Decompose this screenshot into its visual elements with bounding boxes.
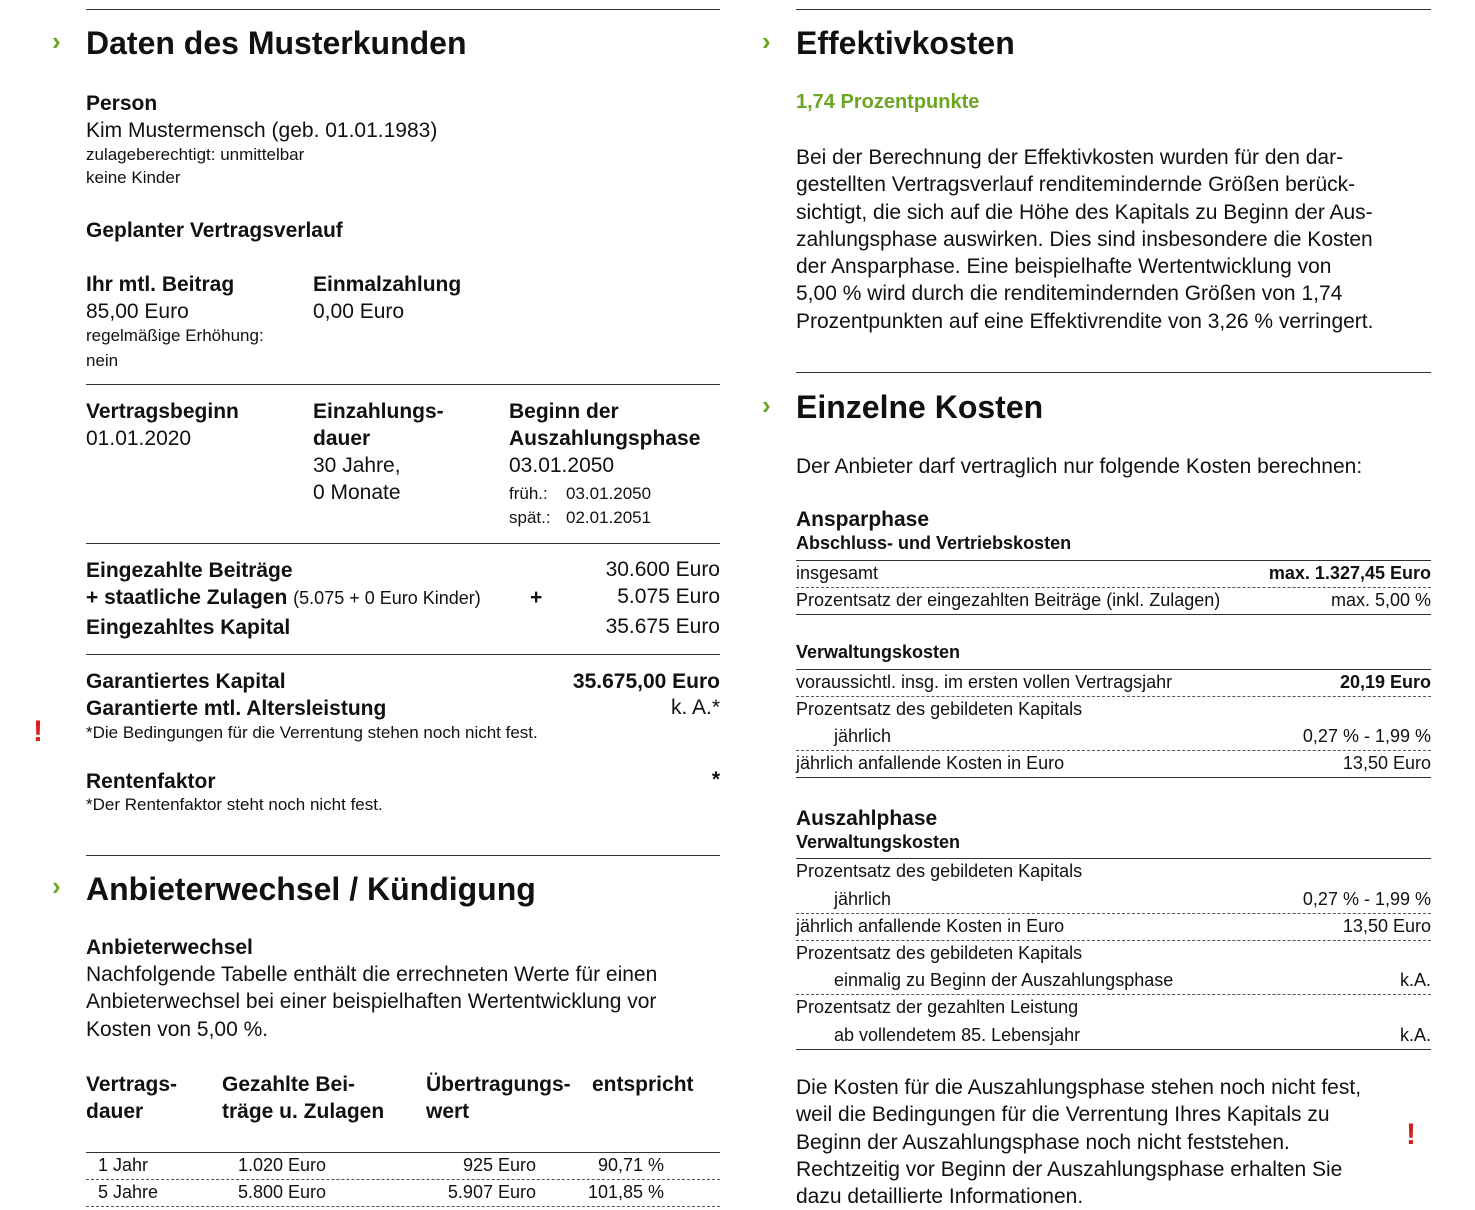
cell-beitraege: 5.800 Euro [238, 1182, 327, 1202]
vor-value: 20,19 Euro [1339, 672, 1431, 692]
para-line: 5,00 % wird durch die renditemindernden Größen von 1,74 [796, 282, 1343, 306]
para-line: Rechtzeitig vor Beginn der Auszahlungsphase erhalten Sie [796, 1157, 1343, 1181]
alters-label: Garantierte mtl. Altersleistung [86, 697, 387, 720]
para-line: dazu detaillierte Informationen. [796, 1185, 1084, 1209]
ansparphase-label: Ansparphase [796, 508, 930, 531]
header-line: Gezahlte Bei- [222, 1073, 356, 1096]
einmalig-label: einmalig zu Beginn der Auszahlungsphase [834, 970, 1174, 990]
cost-row [796, 967, 1431, 995]
auszahl-verwaltung-label: Verwaltungskosten [796, 832, 961, 852]
para-line: der Ansparphase. Eine beispielhafte Wertentwicklung von [796, 255, 1332, 279]
kapital-label: Eingezahltes Kapital [86, 616, 291, 639]
insgesamt-label: insgesamt [796, 563, 879, 583]
cost-row [796, 587, 1431, 615]
einmal-value: 0,00 Euro [313, 300, 405, 323]
cost-row [796, 696, 1431, 723]
abeginn-value: 03.01.2050 [509, 454, 615, 477]
para-line: Kosten von 5,00 %. [86, 1017, 269, 1041]
eingezahlt-value: 30.600 Euro [605, 558, 720, 581]
divider [796, 9, 1431, 10]
zulagen-detail: (5.075 + 0 Euro Kinder) [293, 588, 481, 608]
edauer-value-2: 0 Monate [313, 481, 401, 504]
para-line: gestellten Vertragsverlauf renditemindernde Größen berück- [796, 173, 1356, 197]
rente-note: *Der Rentenfaktor steht noch nicht fest. [86, 795, 383, 814]
section-title-effektivkosten: Effektivkosten [796, 25, 1015, 61]
prozent-label: Prozentsatz der eingezahlten Beiträge (inkl. Zulagen) [796, 590, 1221, 610]
vbeginn-label: Vertragsbeginn [86, 400, 239, 423]
einmal-label: Einmalzahlung [313, 273, 462, 296]
para-line: Bei der Berechnung der Effektivkosten wurden für den dar- [796, 146, 1344, 169]
zulagen-line [86, 584, 481, 612]
edauer-label-2: dauer [313, 427, 371, 450]
a-gebildet-label: Prozentsatz des gebildeten Kapitals [796, 861, 1083, 881]
einmalig-value: k.A. [1399, 970, 1431, 990]
chevron-right-icon: › [52, 26, 61, 56]
header-line: Vertrags- [86, 1073, 178, 1096]
rente-label: Rentenfaktor [86, 770, 216, 793]
vor-label: voraussichtl. insg. im ersten vollen Vertragsjahr [796, 672, 1173, 692]
table-row [86, 1179, 720, 1207]
vbeginn-value: 01.01.2020 [86, 427, 192, 450]
header-line: dauer [86, 1100, 144, 1123]
divider [86, 855, 720, 856]
a-jaehrlich-label: jährlich [834, 889, 892, 909]
kinder-status: keine Kinder [86, 168, 181, 187]
kosten-intro: Der Anbieter darf vertraglich nur folgende Kosten berechnen: [796, 455, 1363, 478]
cost-row [796, 940, 1431, 967]
divider [796, 372, 1431, 373]
divider [86, 654, 720, 655]
header-line: entspricht [592, 1073, 694, 1096]
header-line: träge u. Zulagen [222, 1100, 385, 1123]
section-title-musterkunde: Daten des Musterkunden [86, 25, 467, 61]
cell-entspricht: 90,71 % [597, 1155, 664, 1175]
chevron-right-icon: › [762, 390, 771, 420]
para-line: weil die Bedingungen für die Verrentung Ihres Kapitals zu [796, 1103, 1330, 1127]
cell-wert: 5.907 Euro [447, 1182, 536, 1202]
cost-row [796, 1022, 1431, 1050]
para-line: Anbieterwechsel bei einer beispielhaften Wertentwicklung vor [86, 990, 657, 1014]
edauer-value-1: 30 Jahre, [313, 454, 401, 477]
edauer-label-1: Einzahlungs- [313, 400, 444, 423]
spaet-value: 02.01.2051 [566, 508, 652, 527]
kapital-value: 35.675 Euro [605, 615, 720, 638]
beitrag-value: 85,00 Euro [86, 300, 189, 323]
spaet-label: spät.: [509, 508, 551, 527]
para-line: Beginn der Auszahlungsphase noch nicht feststehen. [796, 1130, 1290, 1154]
cost-row [796, 723, 1431, 751]
alters-value: k. A.* [670, 696, 720, 719]
auszahlphase-label: Auszahlphase [796, 807, 938, 830]
a-anfallend-value: 13,50 Euro [1342, 916, 1431, 936]
divider [86, 9, 720, 10]
a-jaehrlich-value: 0,27 % - 1,99 % [1302, 889, 1431, 909]
section-title-einzelne-kosten: Einzelne Kosten [796, 389, 1044, 425]
abeginn-label-1: Beginn der [509, 400, 619, 423]
cost-row [796, 994, 1431, 1021]
cost-row [796, 913, 1431, 941]
a-gebildet2-label: Prozentsatz des gebildeten Kapitals [796, 943, 1083, 963]
cell-beitraege: 1.020 Euro [238, 1155, 327, 1175]
eingezahlt-label: Eingezahlte Beiträge [86, 559, 293, 582]
frueh-label: früh.: [509, 484, 548, 503]
section-title-anbieterwechsel: Anbieterwechsel / Kündigung [86, 871, 536, 907]
table-header-dauer [86, 1071, 177, 1125]
divider [86, 543, 720, 544]
cell-dauer: 1 Jahr [98, 1155, 149, 1175]
cost-row [796, 560, 1431, 588]
jaehrlich-value: 0,27 % - 1,99 % [1302, 726, 1431, 746]
plan-label: Geplanter Vertragsverlauf [86, 219, 343, 242]
closing-paragraph [796, 1074, 1436, 1210]
para-line: Prozentpunkten auf eine Effektivrendite von 3,26 % verringert. [796, 309, 1374, 333]
zulage-status: zulageberechtigt: unmittelbar [86, 145, 305, 164]
zulagen-label: + staatliche Zulagen [86, 586, 288, 609]
abeginn-label-2: Auszahlungsphase [509, 427, 701, 450]
anbieterwechsel-sub: Anbieterwechsel [86, 936, 253, 959]
table-header-wert [426, 1071, 571, 1125]
table-row [86, 1152, 720, 1180]
person-label: Person [86, 92, 158, 115]
cost-row [796, 886, 1431, 914]
insgesamt-value: max. 1.327,45 Euro [1268, 563, 1431, 583]
para-line: Nachfolgende Tabelle enthält die errechneten Werte für einen [86, 963, 658, 986]
alters-note: *Die Bedingungen für die Verrentung stehen noch nicht fest. [86, 723, 538, 742]
table-header-entspricht [592, 1071, 694, 1098]
chevron-right-icon: › [52, 871, 61, 901]
exclamation-icon: ! [33, 715, 43, 748]
para-line: Die Kosten für die Auszahlungsphase stehen noch nicht fest, [796, 1076, 1362, 1099]
a-anfallend-label: jährlich anfallende Kosten in Euro [796, 916, 1065, 936]
exclamation-icon: ! [1406, 1118, 1416, 1151]
prozent-value: max. 5,00 % [1330, 590, 1431, 610]
anfallend-value: 13,50 Euro [1342, 753, 1431, 773]
garantiert-value: 35.675,00 Euro [572, 670, 720, 693]
cell-wert: 925 Euro [462, 1155, 536, 1175]
gezahlt-label: Prozentsatz der gezahlten Leistung [796, 997, 1079, 1017]
anfallend-label: jährlich anfallende Kosten in Euro [796, 753, 1065, 773]
person-name: Kim Mustermensch (geb. 01.01.1983) [86, 119, 438, 142]
divider [86, 384, 720, 385]
chevron-right-icon: › [762, 26, 771, 56]
abschluss-label: Abschluss- und Vertriebskosten [796, 533, 1072, 553]
cell-entspricht: 101,85 % [587, 1182, 664, 1202]
erhoehung-label: regelmäßige Erhöhung: [86, 326, 264, 345]
cell-dauer: 5 Jahre [98, 1182, 159, 1202]
table-header-beitraege [222, 1071, 384, 1125]
effektivkosten-paragraph [796, 144, 1436, 335]
jaehrlich-label: jährlich [834, 726, 892, 746]
prozentpunkte: 1,74 Prozentpunkte [796, 91, 980, 113]
cost-row [796, 858, 1431, 885]
beitrag-label: Ihr mtl. Beitrag [86, 273, 235, 296]
plus-sign: + [530, 586, 543, 609]
erhoehung-value: nein [86, 351, 119, 370]
cost-row [796, 669, 1431, 697]
header-line: Übertragungs- [426, 1073, 571, 1096]
garantiert-label: Garantiertes Kapital [86, 670, 286, 693]
frueh-value: 03.01.2050 [566, 484, 652, 503]
zulagen-value: 5.075 Euro [617, 585, 720, 608]
ab85-value: k.A. [1399, 1025, 1431, 1045]
verwaltung-label: Verwaltungskosten [796, 642, 961, 662]
ab85-label: ab vollendetem 85. Lebensjahr [834, 1025, 1081, 1045]
rente-value: * [711, 768, 720, 791]
para-line: sichtigt, die sich auf die Höhe des Kapitals zu Beginn der Aus- [796, 200, 1373, 224]
cost-row [796, 750, 1431, 778]
anbieterwechsel-paragraph [86, 961, 726, 1043]
header-line: wert [426, 1100, 470, 1123]
gebildet-label: Prozentsatz des gebildeten Kapitals [796, 699, 1083, 719]
para-line: zahlungsphase auswirken. Dies sind insbesondere die Kosten [796, 227, 1373, 251]
